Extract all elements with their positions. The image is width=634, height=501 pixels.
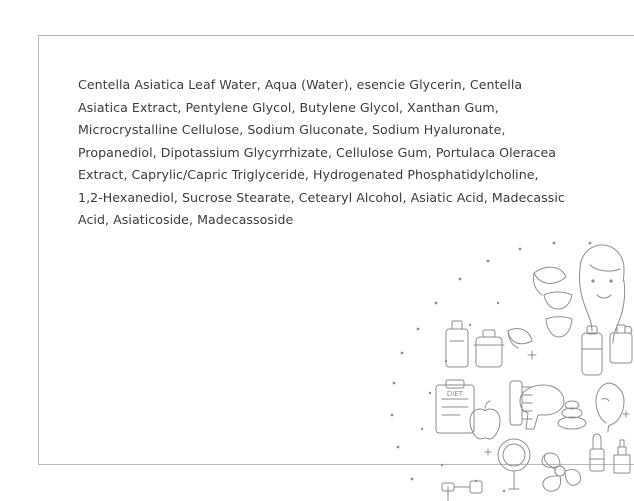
diet-label: DIET	[446, 390, 464, 398]
dumbbell-icon	[442, 481, 482, 501]
ingredients-paragraph: Centella Asiatica Leaf Water, Aqua (Water), esencie Glycerin, Centella Asiatica Extract, Pentylene Glycol, Butylene Glycol, Xanthan Gum, Microcrystalline Cellulose, Sodium Gluconate, Sodium Hyaluronate, Propanediol, Dipotassium Glycyrrhizate, Cellulose Gum, Portulaca Oleracea Extract, Caprylic/Capric Triglyceride, Hydrogenated Phosphatidylcholine, 1,2-Hexanediol, Sucrose Stearate, Cetearyl Alcohol, Asiatic Acid, Madecassic Acid, Asiaticoside, Madecassoside	[78, 77, 569, 227]
